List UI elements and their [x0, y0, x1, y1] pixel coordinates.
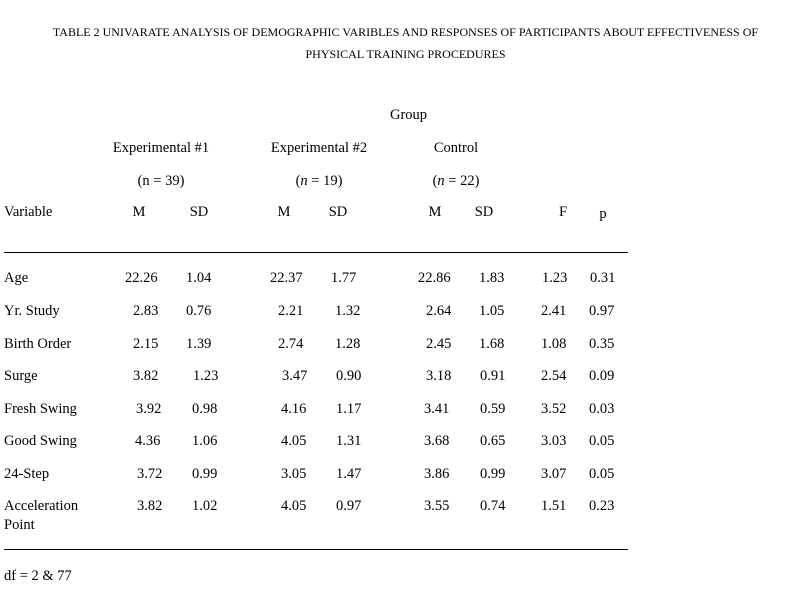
group-n-experimental-1: (n = 39) — [137, 173, 185, 189]
cell-e2-sd: 1.31 — [336, 433, 362, 449]
row-variable: Birth Order — [4, 336, 72, 352]
cell-e1-m: 3.82 — [133, 368, 159, 384]
cell-e1-sd: 1.06 — [192, 433, 218, 449]
cell-e1-m: 2.83 — [133, 303, 159, 319]
cell-f: 2.41 — [541, 303, 567, 319]
col-header-m: M — [277, 204, 291, 220]
cell-e2-sd: 0.90 — [336, 368, 362, 384]
cell-e1-m: 2.15 — [133, 336, 159, 352]
cell-control-sd: 0.74 — [480, 498, 506, 514]
cell-control-m: 3.86 — [424, 466, 450, 482]
cell-p: 0.03 — [589, 401, 615, 417]
cell-f: 3.07 — [541, 466, 567, 482]
footer-rule — [4, 549, 628, 550]
col-header-sd: SD — [328, 204, 348, 220]
header-rule — [4, 252, 628, 253]
cell-e1-sd: 1.39 — [186, 336, 212, 352]
cell-control-m: 2.45 — [426, 336, 452, 352]
col-header-f: F — [558, 204, 568, 220]
group-n-control: (n = 22) — [432, 173, 480, 189]
cell-control-sd: 1.83 — [479, 270, 505, 286]
cell-e2-sd: 1.32 — [335, 303, 361, 319]
cell-e2-m: 4.16 — [281, 401, 307, 417]
group-name-experimental-2: Experimental #2 — [270, 140, 368, 156]
cell-e2-m: 3.05 — [281, 466, 307, 482]
cell-e1-m: 4.36 — [135, 433, 161, 449]
cell-p: 0.05 — [589, 433, 615, 449]
cell-e1-m: 3.72 — [137, 466, 163, 482]
col-header-p: p — [599, 206, 607, 222]
cell-p: 0.35 — [589, 336, 615, 352]
row-variable: Yr. Study — [4, 303, 60, 319]
cell-f: 2.54 — [541, 368, 567, 384]
cell-e1-sd: 1.23 — [193, 368, 219, 384]
cell-e2-m: 4.05 — [281, 433, 307, 449]
cell-control-sd: 1.68 — [479, 336, 505, 352]
cell-e2-m: 22.37 — [270, 270, 303, 286]
cell-e2-sd: 1.28 — [335, 336, 361, 352]
cell-control-sd: 1.05 — [479, 303, 505, 319]
cell-f: 1.08 — [541, 336, 567, 352]
cell-e1-m: 22.26 — [125, 270, 158, 286]
cell-p: 0.31 — [590, 270, 616, 286]
row-variable: 24-Step — [4, 466, 50, 482]
cell-control-m: 22.86 — [418, 270, 451, 286]
cell-p: 0.05 — [589, 466, 615, 482]
row-variable: Fresh Swing — [4, 401, 77, 417]
cell-control-m: 3.55 — [424, 498, 450, 514]
group-header: Group — [390, 107, 428, 123]
cell-f: 3.03 — [541, 433, 567, 449]
cell-e2-sd: 0.97 — [336, 498, 362, 514]
cell-e2-sd: 1.77 — [331, 270, 357, 286]
row-variable: Age — [4, 270, 29, 286]
cell-control-m: 3.18 — [426, 368, 452, 384]
cell-control-sd: 0.91 — [480, 368, 506, 384]
table-footnote: df = 2 & 77 — [4, 568, 72, 584]
cell-control-sd: 0.65 — [480, 433, 506, 449]
cell-p: 0.23 — [589, 498, 615, 514]
cell-e1-sd: 1.02 — [192, 498, 218, 514]
cell-e2-m: 2.74 — [278, 336, 304, 352]
group-name-experimental-1: Experimental #1 — [112, 140, 210, 156]
cell-control-sd: 0.59 — [480, 401, 506, 417]
cell-e1-sd: 0.76 — [186, 303, 212, 319]
col-header-m: M — [428, 204, 442, 220]
row-variable: Acceleration — [4, 498, 79, 514]
cell-e1-m: 3.92 — [136, 401, 162, 417]
cell-p: 0.97 — [589, 303, 615, 319]
cell-f: 1.23 — [542, 270, 568, 286]
col-header-sd: SD — [474, 204, 494, 220]
cell-f: 1.51 — [541, 498, 567, 514]
cell-e1-sd: 0.99 — [192, 466, 218, 482]
row-variable-line2: Point — [4, 517, 35, 533]
cell-e2-m: 3.47 — [282, 368, 308, 384]
cell-e1-sd: 1.04 — [186, 270, 212, 286]
group-n-experimental-2: (n = 19) — [295, 173, 343, 189]
cell-e1-sd: 0.98 — [192, 401, 218, 417]
row-variable: Surge — [4, 368, 38, 384]
cell-e2-sd: 1.17 — [336, 401, 362, 417]
group-name-control: Control — [433, 140, 479, 156]
cell-p: 0.09 — [589, 368, 615, 384]
cell-e1-m: 3.82 — [137, 498, 163, 514]
cell-control-m: 3.41 — [424, 401, 450, 417]
cell-control-m: 3.68 — [424, 433, 450, 449]
cell-e2-sd: 1.47 — [336, 466, 362, 482]
cell-e2-m: 4.05 — [281, 498, 307, 514]
row-variable: Good Swing — [4, 433, 77, 449]
cell-control-sd: 0.99 — [480, 466, 506, 482]
cell-control-m: 2.64 — [426, 303, 452, 319]
col-header-m: M — [132, 204, 146, 220]
table-title-line2: PHYSICAL TRAINING PROCEDURES — [305, 47, 506, 61]
cell-f: 3.52 — [541, 401, 567, 417]
cell-e2-m: 2.21 — [278, 303, 304, 319]
col-header-sd: SD — [189, 204, 209, 220]
col-header-variable: Variable — [4, 204, 53, 220]
table-title-line1: TABLE 2 UNIVARATE ANALYSIS OF DEMOGRAPHIC VARIBLES AND RESPONSES OF PARTICIPANTS ABOUT EFFECTIVENESS OF — [52, 25, 759, 39]
